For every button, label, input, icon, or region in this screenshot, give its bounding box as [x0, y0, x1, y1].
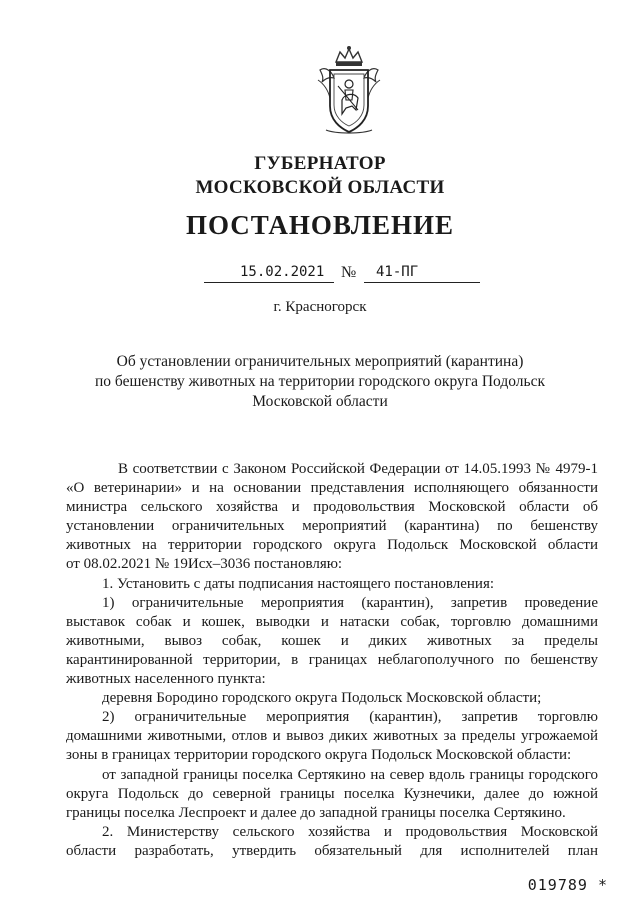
- date-number-row: [0, 262, 640, 286]
- body-line: карантинированной территории, в границах неблагополучного по бешенству: [66, 651, 598, 668]
- number-underline: [364, 282, 480, 283]
- body-line: В соответствии с Законом Российской Федерации от 14.05.1993 № 4979-1: [118, 461, 598, 477]
- moscow-oblast-coat-of-arms-icon: [312, 44, 386, 138]
- number-sign: №: [341, 264, 357, 281]
- body-line: зоны в границах территории городского округа Подольск Московской области:: [66, 747, 572, 764]
- body-line: домашними животными, отлов и вывоз диких животных за пределы угрожаемой: [66, 728, 598, 745]
- serial-number: 019789 *: [527, 876, 608, 894]
- body-line: 2) ограничительные мероприятия (карантин), запретив торговлю: [102, 709, 598, 726]
- body-line: животных на территории городского округа Подольск Московской области: [66, 537, 598, 554]
- document-number: 41-ПГ: [376, 264, 419, 280]
- body-line: от 08.02.2021 № 19Исх–3036 постановляю:: [66, 556, 343, 573]
- document-body: [66, 460, 598, 861]
- body-line: «О ветеринарии» и на основании представления исполняющего обязанности: [66, 480, 598, 497]
- body-line: деревня Бородино городского округа Подольск Московской области;: [102, 690, 542, 707]
- body-line: выставок собак и кошек, выводки и натаски собак, торговлю домашними: [66, 613, 598, 630]
- governor-header: [0, 152, 640, 200]
- title-line: Об установлении ограничительных мероприятий (карантина): [116, 353, 524, 370]
- header-line-1: ГУБЕРНАТОР: [254, 153, 386, 174]
- body-line: округа Подольск до северной границы поселка Кузнечики, далее до южной: [66, 785, 598, 802]
- document-title: [80, 352, 560, 412]
- body-line: животными, вывоз собак, кошек и диких животных за пределы: [66, 632, 598, 649]
- body-line: 1. Установить с даты подписания настоящего постановления:: [102, 575, 495, 592]
- body-line: животных населенного пункта:: [66, 671, 266, 688]
- document-type: ПОСТАНОВЛЕНИЕ: [185, 210, 455, 240]
- title-line: Московской области: [252, 393, 388, 410]
- body-line: границы поселка Леспроект и далее до западной границы поселка Сертякино.: [66, 804, 566, 821]
- date-underline: [204, 282, 334, 283]
- header-line-2: МОСКОВСКОЙ ОБЛАСТИ: [195, 177, 445, 198]
- document-date: 15.02.2021: [240, 264, 325, 280]
- body-line: области разработать, утвердить обязательный для исполнителей план: [66, 842, 598, 859]
- body-line: министра сельского хозяйства и продовольствия Московской области об: [66, 499, 598, 516]
- city: г. Красногорск: [273, 299, 367, 315]
- body-line: установлении ограничительных мероприятий (карантина) по бешенству: [66, 518, 598, 535]
- title-line: по бешенству животных на территории городского округа Подольск: [94, 373, 546, 390]
- body-line: 2. Министерству сельского хозяйства и продовольствия Московской: [102, 823, 598, 840]
- body-line: от западной границы поселка Сертякино на север вдоль границы городского: [102, 766, 598, 783]
- body-line: 1) ограничительные мероприятия (карантин), запретив проведение: [102, 594, 598, 611]
